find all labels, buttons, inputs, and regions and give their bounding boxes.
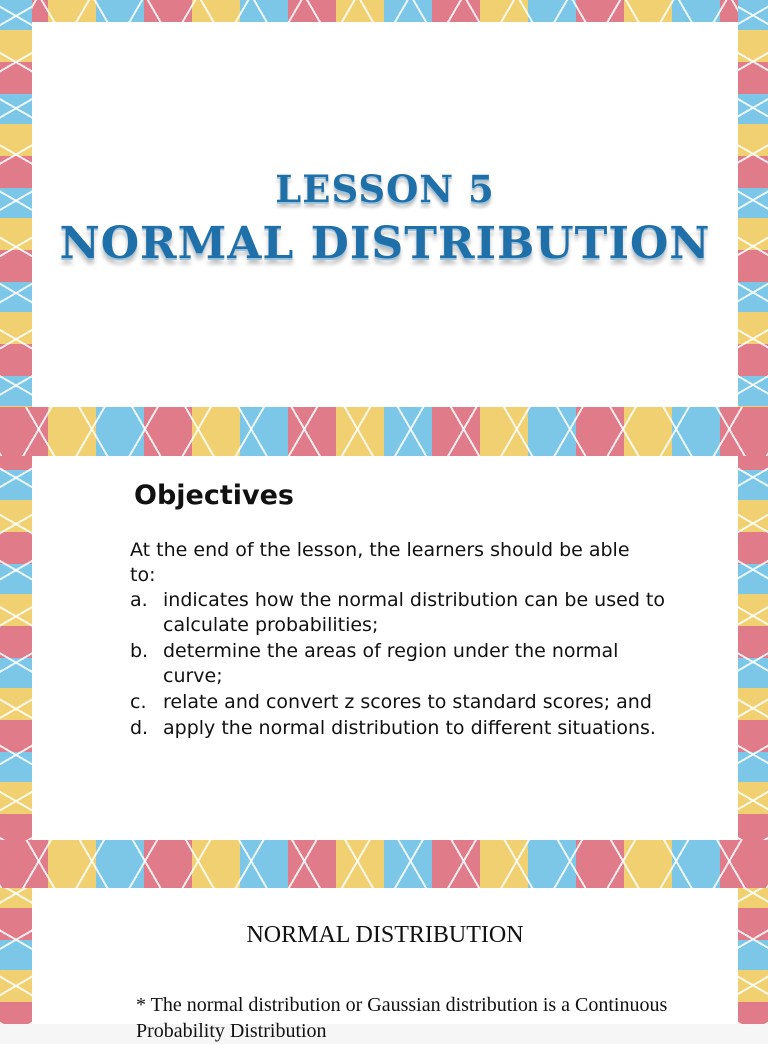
list-item	[130, 639, 670, 689]
list-item	[130, 716, 670, 741]
list-item	[130, 690, 670, 715]
objectives-slide	[32, 456, 738, 840]
divider-pattern-band-2	[0, 840, 768, 888]
objectives-list	[130, 588, 670, 742]
lesson-number: LESSON 5	[275, 167, 495, 211]
list-marker: a.	[130, 589, 148, 611]
list-marker: d.	[130, 717, 149, 739]
top-pattern-band	[0, 0, 768, 22]
list-text: indicates how the normal distribution can be used to calculate probabilities;	[163, 589, 665, 636]
list-marker: c.	[130, 691, 147, 713]
title-slide	[32, 22, 738, 407]
definition-text: * The normal distribution or Gaussian distribution is a Continuous Probability Distribution	[136, 994, 668, 1042]
objectives-heading: Objectives	[134, 480, 294, 511]
list-text: apply the normal distribution to different situations.	[163, 717, 656, 739]
list-marker: b.	[130, 640, 149, 662]
definition-heading: NORMAL DISTRIBUTION	[246, 922, 524, 948]
list-item	[130, 588, 670, 638]
divider-pattern-band-1	[0, 407, 768, 456]
lesson-title: NORMAL DISTRIBUTION	[59, 218, 711, 269]
objectives-intro: At the end of the lesson, the learners should be able to:	[130, 539, 630, 586]
list-text: relate and convert z scores to standard scores; and	[163, 691, 652, 713]
list-text: determine the areas of region under the normal curve;	[163, 640, 619, 687]
definition-slide	[32, 888, 738, 1042]
